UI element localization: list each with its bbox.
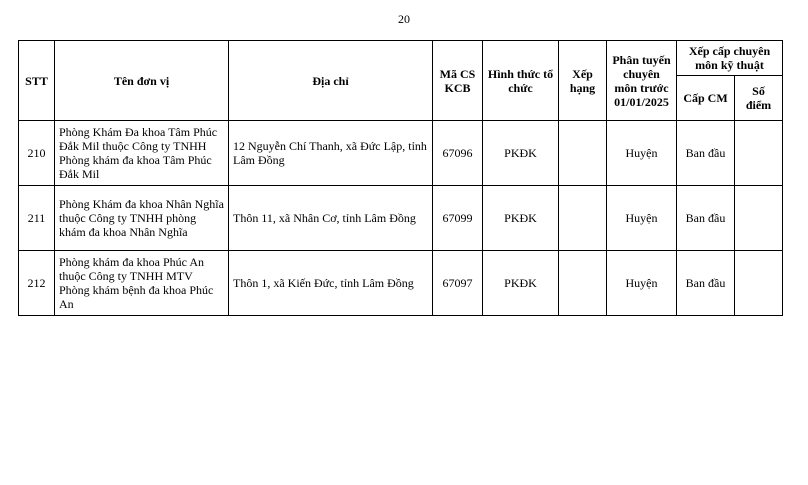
cell-hinh-thuc: PKĐK — [483, 186, 559, 251]
col-header-hinh-thuc: Hình thức tổ chức — [483, 41, 559, 121]
cell-ma-cs: 67096 — [433, 121, 483, 186]
cell-stt: 212 — [19, 251, 55, 316]
cell-ten-don-vi: Phòng Khám đa khoa Nhân Nghĩa thuộc Công ty TNHH phòng khám đa khoa Nhân Nghĩa — [55, 186, 229, 251]
cell-so-diem — [735, 186, 783, 251]
table-row — [19, 186, 783, 251]
col-header-so-diem: Số điểm — [735, 76, 783, 121]
cell-dia-chi: 12 Nguyễn Chí Thanh, xã Đức Lập, tỉnh Lâm Đồng — [229, 121, 433, 186]
cell-ma-cs: 67097 — [433, 251, 483, 316]
cell-phan-tuyen: Huyện — [607, 121, 677, 186]
table-row — [19, 121, 783, 186]
cell-phan-tuyen: Huyện — [607, 186, 677, 251]
col-header-stt: STT — [19, 41, 55, 121]
cell-cap-cm: Ban đầu — [677, 251, 735, 316]
cell-ma-cs: 67099 — [433, 186, 483, 251]
cell-dia-chi: Thôn 1, xã Kiến Đức, tỉnh Lâm Đồng — [229, 251, 433, 316]
col-header-dia-chi: Địa chỉ — [229, 41, 433, 121]
header-row — [19, 41, 783, 76]
cell-so-diem — [735, 121, 783, 186]
cell-xep-hang — [559, 251, 607, 316]
cell-stt: 210 — [19, 121, 55, 186]
cell-cap-cm: Ban đầu — [677, 121, 735, 186]
page-number: 20 — [398, 12, 410, 26]
cell-ten-don-vi: Phòng khám đa khoa Phúc An thuộc Công ty TNHH MTV Phòng khám bệnh đa khoa Phúc An — [55, 251, 229, 316]
facilities-table — [18, 40, 783, 316]
cell-hinh-thuc: PKĐK — [483, 121, 559, 186]
col-header-xep-cap-group: Xếp cấp chuyên môn kỹ thuật — [677, 41, 783, 76]
col-header-ten-don-vi: Tên đơn vị — [55, 41, 229, 121]
cell-stt: 211 — [19, 186, 55, 251]
cell-xep-hang — [559, 121, 607, 186]
cell-xep-hang — [559, 186, 607, 251]
cell-hinh-thuc: PKĐK — [483, 251, 559, 316]
col-header-ma-cs-kcb: Mã CS KCB — [433, 41, 483, 121]
col-header-phan-tuyen: Phân tuyến chuyên môn trước 01/01/2025 — [607, 41, 677, 121]
table-row — [19, 251, 783, 316]
cell-phan-tuyen: Huyện — [607, 251, 677, 316]
cell-ten-don-vi: Phòng Khám Đa khoa Tâm Phúc Đắk Mil thuộc Công ty TNHH Phòng khám đa khoa Tâm Phúc Đắk Mil — [55, 121, 229, 186]
col-header-cap-cm: Cấp CM — [677, 76, 735, 121]
cell-dia-chi: Thôn 11, xã Nhân Cơ, tỉnh Lâm Đồng — [229, 186, 433, 251]
cell-so-diem — [735, 251, 783, 316]
col-header-xep-hang: Xếp hạng — [559, 41, 607, 121]
cell-cap-cm: Ban đầu — [677, 186, 735, 251]
